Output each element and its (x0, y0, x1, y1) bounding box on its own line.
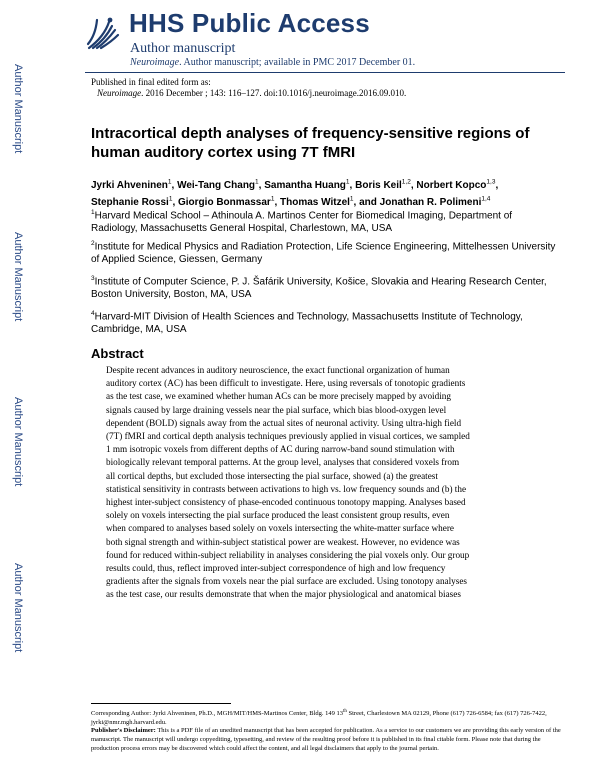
abstract-line: when compared to analyses based solely on voxels intersecting the white-matter surface where (106, 523, 454, 534)
author: Norbert Kopco$^{1,3}$, (416, 179, 499, 192)
abstract-line: biologically relevant temporal patterns. At the group level, analyses that considered voxels from (106, 457, 460, 468)
abstract-line: dependent (BOLD) signals away from the actual sites of neuronal activity. Using ultra-high field (106, 417, 462, 428)
author: Samantha Huang$^1$, (264, 179, 356, 192)
affiliation: $^2$Institute for Medical Physics and Radiation Protection, Life Science Engineering, Mittelhessen University of Applied Science, Giessen, Germany (91, 240, 556, 266)
abstract-line: as the test case, our results demonstrate that when the major physiological and anatomical biases (106, 589, 461, 600)
citation-journal: Neuroimage (97, 88, 142, 98)
abstract-line: results could, thus, reflect improved inter-subject correspondence of high and low frequency (106, 563, 446, 574)
abstract-line: 1 mm isotropic voxels from different depths of AC during narrow-band sound stimulation with (106, 444, 455, 455)
abstract-line: as the test case, we examined whether human ACs can be more precisely mapped by avoiding (106, 391, 451, 402)
abstract-line: found for reduced within-subject reliability in analyses considering the pial voxels only. Our group (106, 549, 470, 560)
author: Jonathan R. Polimeni$^{1,4}$ (379, 195, 491, 208)
citation-details: . 2016 December ; 143: 116–127. doi:10.1016/j.neuroimage.2016.09.010. (141, 88, 407, 98)
abstract-line: (7T) fMRI and cortical depth analysis techniques previously applied in visual cortices, we sampled (106, 431, 470, 442)
abstract-line: highest inter-subject consistency of phase-encoded continuous tonotopy mapping. Analyses based (106, 497, 466, 508)
side-label-author-manuscript: Author Manuscript (12, 563, 24, 653)
abstract-line: all cortical depths, but excluded those intersecting the pial surface, showed (a) the greatest (106, 470, 438, 481)
author: Wei-Tang Chang$^1$, (177, 179, 265, 192)
side-label-author-manuscript: Author Manuscript (12, 232, 24, 322)
author: Giorgio Bonmassar$^1$, (178, 195, 280, 208)
hhs-public-access-title: HHS Public Access (129, 8, 370, 38)
journal-name: Neuroimage (130, 57, 180, 68)
author: Thomas Witzel$^1$, and (280, 195, 380, 208)
header-divider (85, 72, 565, 73)
abstract-line: gradients after the signals from voxels near the pial surface are excluded. Using tonotopy analyses (106, 576, 467, 587)
abstract-heading: Abstract (91, 346, 144, 361)
affiliation: $^1$Harvard Medical School – Athinoula A. Martinos Center for Biomedical Imaging, Department of Radiology, Massachusetts General Hospital, Charlestown, MA, USA (91, 209, 513, 235)
abstract-line: auditory cortex (AC) has been difficult to investigate. Here, using reversals of tonotopic gradients (106, 378, 466, 389)
citation-line (97, 88, 406, 98)
disclaimer-text: This is a PDF file of an unedited manuscript that has been accepted for publication. As a service to our customers we are providing this early version of the manuscript. The manuscript will undergo copyediting, typesetting, and review of the resulting proof before it is published in its final citable form. Please note that during the production process errors may be discovered which could affect the content, and all legal disclaimers that apply to the journal pertain. (91, 727, 561, 752)
published-in-label: Published in final edited form as: (91, 77, 211, 87)
author-manuscript-label: Author manuscript (130, 41, 236, 56)
abstract-line: Despite recent advances in auditory neuroscience, the exact functional organization of human (106, 365, 450, 375)
author: Stephanie Rossi$^1$, (91, 195, 178, 208)
abstract-body (106, 364, 526, 602)
side-label-author-manuscript: Author Manuscript (12, 64, 24, 154)
affiliation: $^3$Institute of Computer Science, P. J. Šafárik University, Košice, Slovakia and Hearing Research Center, Boston University, Boston, MA, USA (91, 275, 547, 301)
article-title: Intracortical depth analyses of frequency-sensitive regions of human auditory cortex using 7T fMRI (91, 125, 530, 161)
abstract-line: statistical sensitivity in contrasts between activations to high vs. low frequency sounds and (b) the (106, 483, 467, 494)
hhs-eagle-logo-icon (85, 14, 121, 54)
footnote-divider (91, 703, 231, 704)
correspondence-footnote: Corresponding Author: Jyrki Ahveninen, Ph.D., MGH/MIT/HMS-Martinos Center, Bldg. 149 13th Street, Charlestown MA 02129, Phone (617) 726-6584; fax (617) 726-7422, jyrki@nmr.mgh.harvard.edu. (91, 709, 547, 727)
availability-text: . Author manuscript; available in PMC 2017 December 01. (179, 57, 416, 68)
disclaimer-label: Publisher's Disclaimer: (91, 727, 156, 734)
author: Boris Keil$^{1,2}$, (355, 179, 417, 192)
affiliation: $^4$Harvard-MIT Division of Health Sciences and Technology, Massachusetts Institute of Technology, Cambridge, MA, USA (91, 310, 523, 336)
publisher-disclaimer (91, 726, 561, 753)
availability-line (130, 57, 415, 68)
side-label-author-manuscript: Author Manuscript (12, 397, 24, 487)
abstract-line: solely on voxels intersecting the pial surface produced the least consistent group results, even (106, 510, 450, 521)
author-list (91, 176, 566, 209)
abstract-line: both signal strength and within-subject statistical power are weakest. However, no evidence was (106, 536, 460, 547)
author: Jyrki Ahveninen$^1$, (91, 179, 178, 192)
abstract-line: signals caused by large draining vessels near the pial surface, which bias blood-oxygen level (106, 404, 447, 415)
